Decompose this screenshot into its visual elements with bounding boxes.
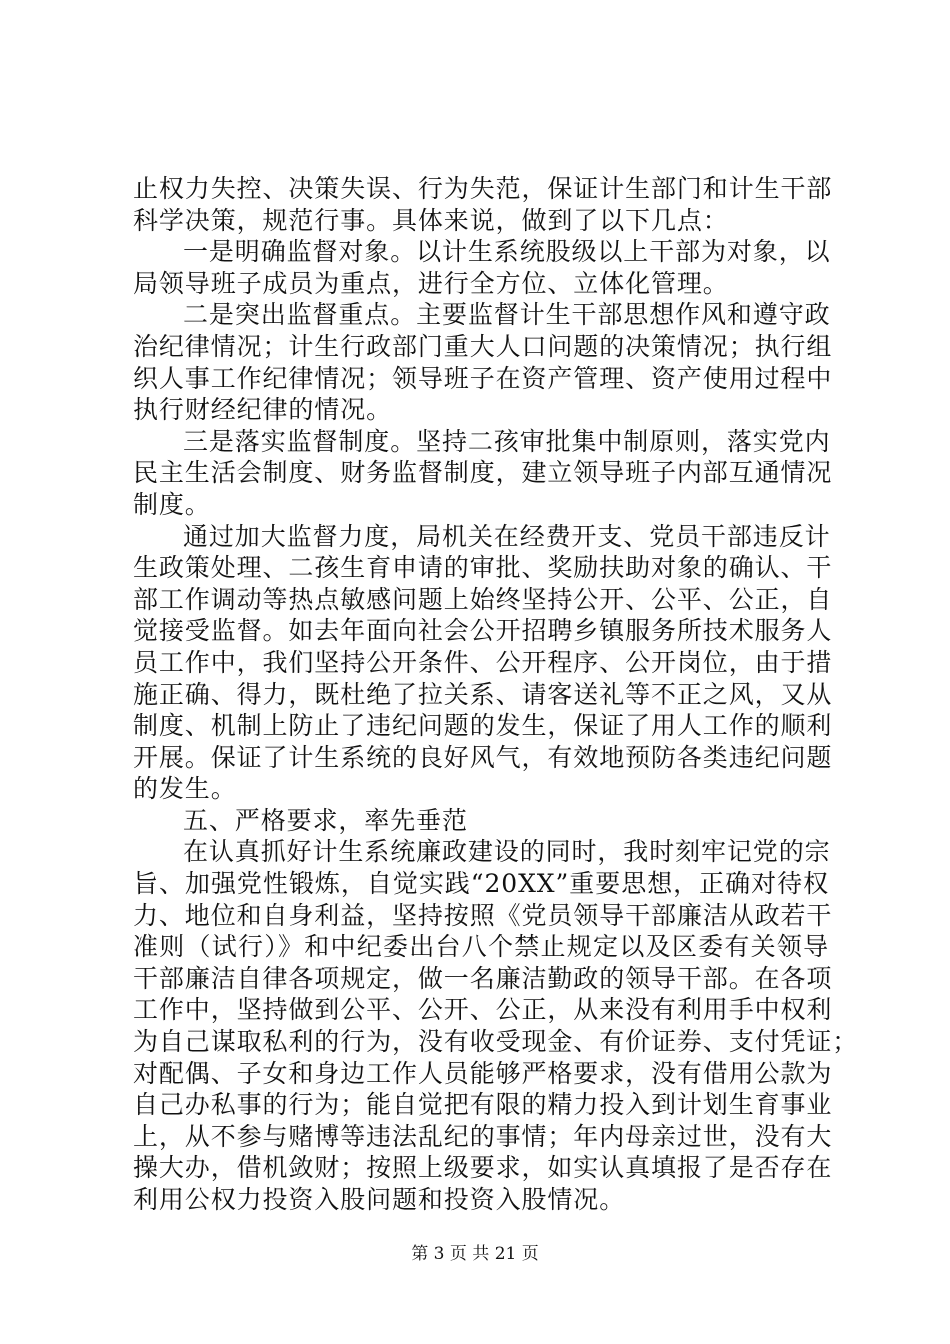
text-line: 工作中，坚持做到公平、公开、公正，从来没有利用手中权利	[133, 995, 833, 1025]
paragraph	[133, 173, 833, 236]
text-line: 民主生活会制度、财务监督制度，建立领导班子内部互通情况	[133, 458, 833, 488]
text-line: 施正确、得力，既杜绝了拉关系、请客送礼等不正之风，又从	[133, 679, 833, 709]
paragraph	[133, 236, 829, 299]
text-line: 一是明确监督对象。以计生系统股级以上干部为对象，以	[183, 237, 831, 267]
paragraph	[133, 426, 833, 521]
document-body	[133, 173, 859, 1216]
paragraph	[133, 521, 833, 805]
text-line: 三是落实监督制度。坚持二孩审批集中制原则，落实党内	[183, 426, 831, 456]
text-line: 开展。保证了计生系统的良好风气，有效地预防各类违纪问题	[133, 742, 833, 772]
text-line: 治纪律情况；计生行政部门重大人口问题的决策情况；执行组	[133, 331, 833, 361]
text-line: 准则（试行）》和中纪委出台八个禁止规定以及区委有关领导	[133, 932, 829, 962]
text-line: 五、严格要求，率先垂范	[183, 805, 468, 835]
text-line: 科学决策，规范行事。具体来说，做到了以下几点：	[133, 205, 729, 235]
text-line: 制度。	[133, 489, 211, 519]
paragraph	[133, 299, 833, 425]
text-line: 上，从不参与赌博等违法乱纪的事情；年内母亲过世，没有大	[133, 1121, 833, 1151]
text-line: 二是突出监督重点。主要监督计生干部思想作风和遵守政	[183, 300, 831, 330]
page-number: 第 3 页 共 21 页	[411, 1244, 539, 1264]
text-line: 在认真抓好计生系统廉政建设的同时，我时刻牢记党的宗	[183, 837, 831, 867]
text-line: 利用公权力投资入股问题和投资入股情况。	[133, 1185, 626, 1214]
text-line: 力、地位和自身利益，坚持按照《党员领导干部廉洁从政若干	[133, 900, 833, 930]
section-heading	[133, 805, 829, 837]
text-line: 旨、加强党性锻炼，自觉实践“20XX”重要思想，正确对待权	[133, 869, 829, 899]
text-line: 部工作调动等热点敏感问题上始终坚持公开、公平、公正，自	[133, 584, 833, 614]
text-line: 止权力失控、决策失误、行为失范，保证计生部门和计生干部	[133, 174, 833, 203]
text-line: 觉接受监督。如去年面向社会公开招聘乡镇服务所技术服务人	[133, 616, 833, 646]
text-line: 制度、机制上防止了违纪问题的发生，保证了用人工作的顺利	[133, 711, 833, 741]
text-line: 执行财经纪律的情况。	[133, 395, 393, 425]
text-line: 的发生。	[133, 774, 237, 804]
text-line: 局领导班子成员为重点，进行全方位、立体化管理。	[133, 268, 729, 298]
text-line: 织人事工作纪律情况；领导班子在资产管理、资产使用过程中	[133, 363, 833, 393]
text-line: 对配偶、子女和身边工作人员能够严格要求，没有借用公款为	[133, 1058, 833, 1088]
text-line: 通过加大监督力度，局机关在经费开支、党员干部违反计	[183, 521, 831, 551]
text-line: 操大办，借机敛财；按照上级要求，如实认真填报了是否存在	[133, 1153, 833, 1183]
text-line: 员工作中，我们坚持公开条件、公开程序、公开岗位，由于措	[133, 647, 833, 677]
text-line: 生政策处理、二孩生育申请的审批、奖励扶助对象的确认、干	[133, 553, 833, 583]
text-line: 干部廉洁自律各项规定，做一名廉洁勤政的领导干部。在各项	[133, 963, 833, 993]
text-line: 自己办私事的行为；能自觉把有限的精力投入到计划生育事业	[133, 1090, 833, 1120]
text-line: 为自己谋取私利的行为，没有收受现金、有价证券、支付凭证；	[133, 1027, 859, 1057]
paragraph	[133, 836, 859, 1215]
